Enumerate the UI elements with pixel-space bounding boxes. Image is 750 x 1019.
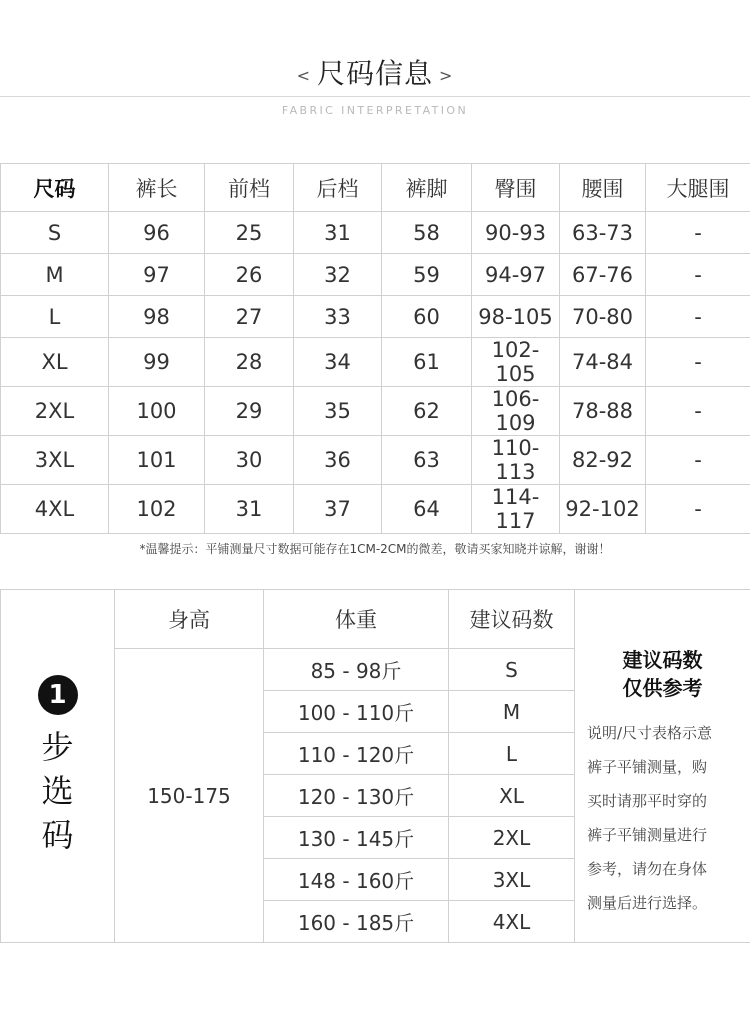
cell-weight: 100 - 110斤 — [264, 691, 449, 733]
cell-size: S — [1, 212, 109, 254]
title-divider — [0, 96, 750, 97]
cell-front-rise: 28 — [205, 338, 294, 387]
cell-hip: 94-97 — [472, 254, 560, 296]
cell-back-rise: 35 — [294, 387, 382, 436]
cell-suggested-size: XL — [449, 775, 575, 817]
cell-weight: 160 - 185斤 — [264, 901, 449, 943]
cell-hip: 90-93 — [472, 212, 560, 254]
table-row — [1, 254, 750, 296]
table-row — [1, 387, 750, 436]
cell-front-rise: 27 — [205, 296, 294, 338]
cell-suggested-size: 4XL — [449, 901, 575, 943]
tip-line: 裤子平铺测量进行 — [587, 826, 708, 844]
cell-thigh: - — [646, 485, 750, 534]
cell-suggested-size: 2XL — [449, 817, 575, 859]
cell-size: 4XL — [1, 485, 109, 534]
page-title — [0, 52, 750, 92]
cell-back-rise: 36 — [294, 436, 382, 485]
cell-pants-length: 98 — [109, 296, 205, 338]
cell-pants-length: 102 — [109, 485, 205, 534]
table-row — [1, 485, 750, 534]
cell-waist: 67-76 — [560, 254, 646, 296]
cell-leg-opening: 64 — [382, 485, 472, 534]
cell-back-rise: 33 — [294, 296, 382, 338]
cell-pants-length: 101 — [109, 436, 205, 485]
cell-thigh: - — [646, 212, 750, 254]
step-char: 步 — [41, 728, 74, 766]
cell-back-rise: 34 — [294, 338, 382, 387]
step-char: 码 — [41, 816, 74, 854]
cell-waist: 78-88 — [560, 387, 646, 436]
page-subtitle: FABRIC INTERPRETATION — [281, 104, 469, 117]
cell-size: 3XL — [1, 436, 109, 485]
cell-hip: 106-109 — [472, 387, 560, 436]
cell-waist: 92-102 — [560, 485, 646, 534]
cell-size: XL — [1, 338, 109, 387]
cell-weight: 110 - 120斤 — [264, 733, 449, 775]
cell-back-rise: 32 — [294, 254, 382, 296]
measurement-note: *温馨提示：平铺测量尺寸数据可能存在1CM-2CM的微差，敬请买家知晓并谅解，谢谢！ — [139, 542, 611, 556]
cell-leg-opening: 59 — [382, 254, 472, 296]
cell-front-rise: 30 — [205, 436, 294, 485]
recommend-header-row — [1, 590, 750, 649]
cell-front-rise: 25 — [205, 212, 294, 254]
cell-waist: 63-73 — [560, 212, 646, 254]
left-chevron-icon: < — [296, 65, 311, 85]
header-front-rise: 前档 — [205, 164, 294, 212]
tip-line: 说明/尺寸表格示意 — [587, 724, 713, 742]
header-pants-length: 裤长 — [109, 164, 205, 212]
cell-pants-length: 99 — [109, 338, 205, 387]
right-chevron-icon: > — [439, 65, 454, 85]
cell-front-rise: 31 — [205, 485, 294, 534]
table-row — [1, 296, 750, 338]
cell-leg-opening: 60 — [382, 296, 472, 338]
step-number-badge: 1 — [38, 675, 78, 715]
cell-thigh: - — [646, 436, 750, 485]
title-row — [0, 52, 750, 98]
header-back-rise: 后档 — [294, 164, 382, 212]
tip-cell — [575, 590, 750, 943]
tip-body — [575, 716, 750, 920]
cell-weight: 148 - 160斤 — [264, 859, 449, 901]
cell-suggested-size: 3XL — [449, 859, 575, 901]
cell-back-rise: 37 — [294, 485, 382, 534]
cell-hip: 102-105 — [472, 338, 560, 387]
cell-thigh: - — [646, 387, 750, 436]
tip-line: 裤子平铺测量，购 — [587, 758, 708, 776]
cell-thigh: - — [646, 338, 750, 387]
header-leg-opening: 裤脚 — [382, 164, 472, 212]
cell-thigh: - — [646, 254, 750, 296]
cell-hip: 110-113 — [472, 436, 560, 485]
cell-size: L — [1, 296, 109, 338]
tip-title — [575, 646, 750, 702]
cell-hip: 98-105 — [472, 296, 560, 338]
cell-suggested-size: S — [449, 649, 575, 691]
table-row — [1, 212, 750, 254]
tip-line: 测量后进行选择。 — [587, 894, 708, 912]
tip-title-line: 建议码数 — [622, 648, 703, 672]
cell-size: 2XL — [1, 387, 109, 436]
table-row — [1, 338, 750, 387]
step-cell — [1, 590, 115, 943]
step-char: 选 — [41, 772, 74, 810]
cell-thigh: - — [646, 296, 750, 338]
header-height: 身高 — [115, 590, 264, 649]
cell-leg-opening: 62 — [382, 387, 472, 436]
cell-leg-opening: 61 — [382, 338, 472, 387]
cell-waist: 70-80 — [560, 296, 646, 338]
cell-pants-length: 100 — [109, 387, 205, 436]
tip-line: 参考，请勿在身体 — [587, 860, 708, 878]
cell-hip: 114-117 — [472, 485, 560, 534]
cell-leg-opening: 58 — [382, 212, 472, 254]
cell-pants-length: 96 — [109, 212, 205, 254]
tip-title-line: 仅供参考 — [622, 676, 703, 700]
header-size: 尺码 — [1, 164, 109, 212]
cell-weight: 120 - 130斤 — [264, 775, 449, 817]
size-table — [0, 163, 750, 534]
recommend-table — [0, 589, 750, 943]
header-suggested-size: 建议码数 — [449, 590, 575, 649]
cell-waist: 82-92 — [560, 436, 646, 485]
page-title-text: 尺码信息 — [316, 57, 433, 90]
cell-weight: 85 - 98斤 — [264, 649, 449, 691]
cell-height-range: 150-175 — [115, 649, 264, 943]
cell-size: M — [1, 254, 109, 296]
cell-front-rise: 26 — [205, 254, 294, 296]
header-thigh: 大腿围 — [646, 164, 750, 212]
cell-pants-length: 97 — [109, 254, 205, 296]
table-row — [1, 436, 750, 485]
cell-waist: 74-84 — [560, 338, 646, 387]
header-hip: 臀围 — [472, 164, 560, 212]
cell-weight: 130 - 145斤 — [264, 817, 449, 859]
cell-suggested-size: M — [449, 691, 575, 733]
header-waist: 腰围 — [560, 164, 646, 212]
cell-suggested-size: L — [449, 733, 575, 775]
size-table-header-row — [1, 164, 750, 212]
cell-front-rise: 29 — [205, 387, 294, 436]
cell-back-rise: 31 — [294, 212, 382, 254]
cell-leg-opening: 63 — [382, 436, 472, 485]
header-weight: 体重 — [264, 590, 449, 649]
tip-line: 买时请那平时穿的 — [587, 792, 708, 810]
